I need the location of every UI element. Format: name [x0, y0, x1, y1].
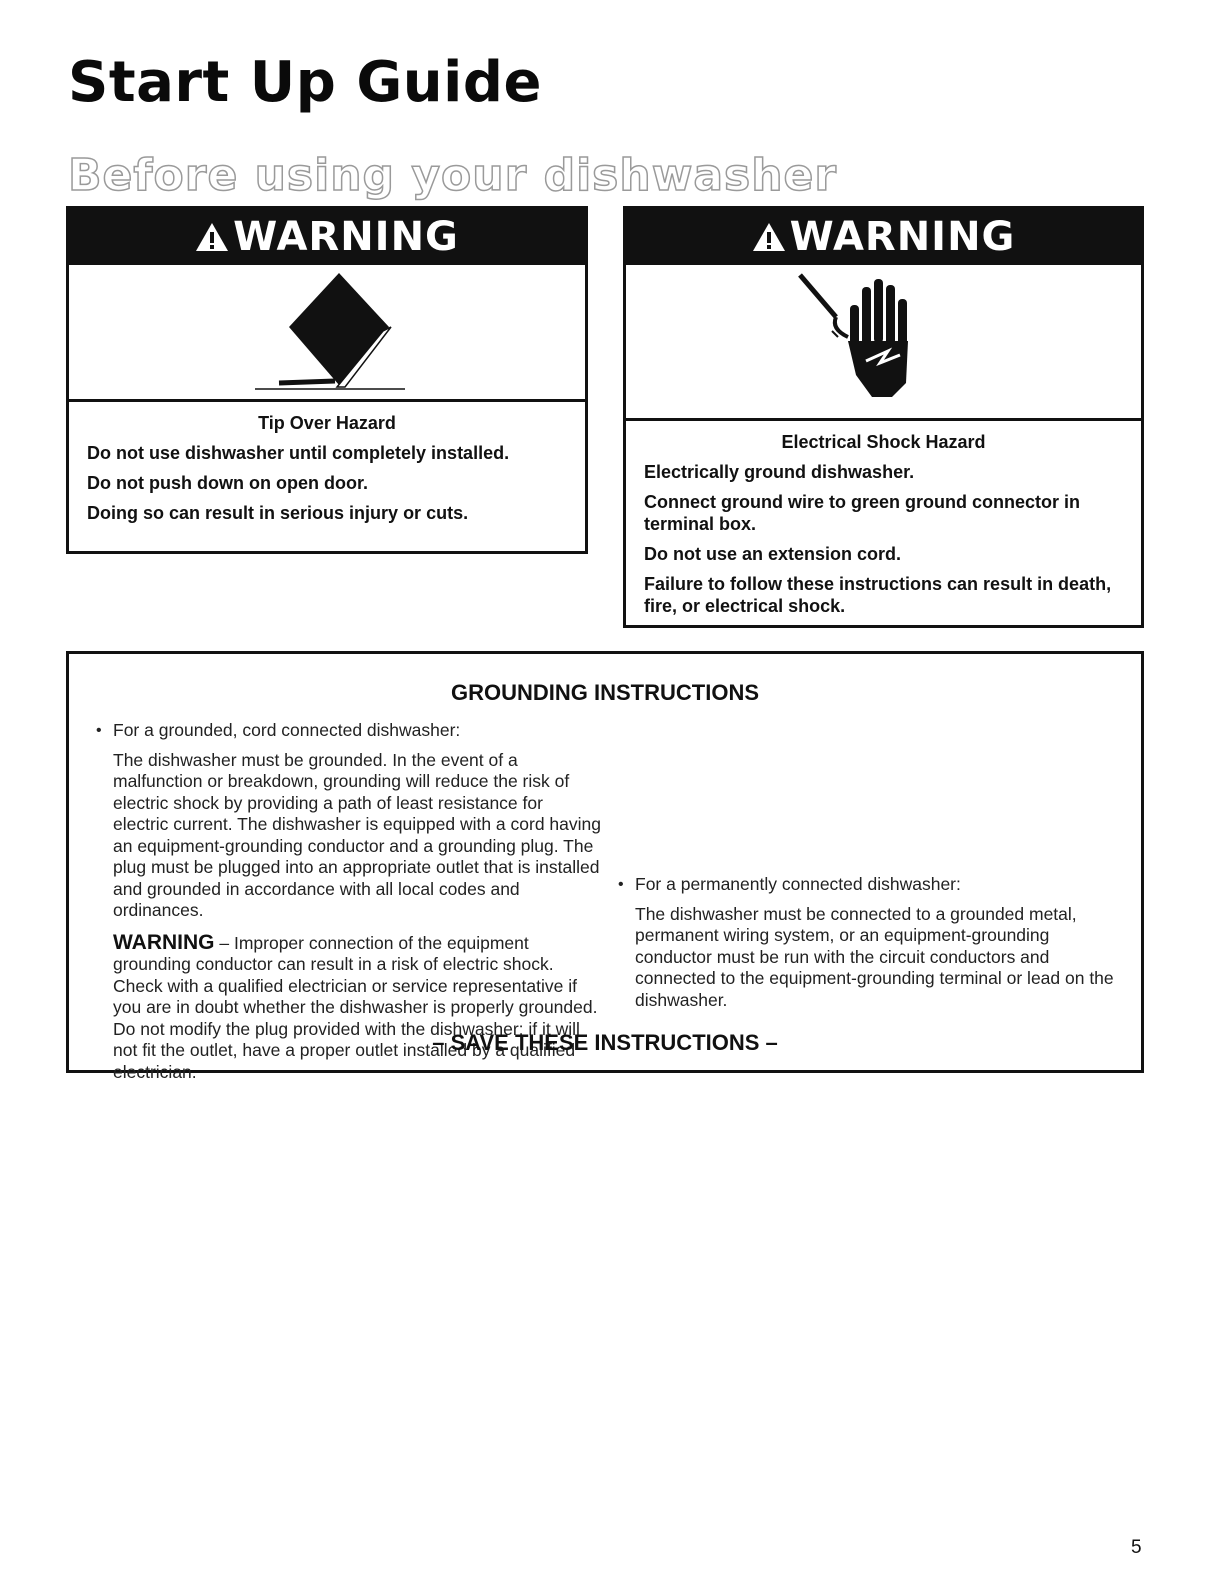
warning-triangle-icon: [752, 222, 786, 252]
save-instructions: – SAVE THESE INSTRUCTIONS –: [432, 1030, 778, 1055]
electrical-shock-warning-box: [623, 206, 1144, 628]
bullet-title: For a grounded, cord connected dishwasher:: [113, 720, 461, 740]
warning-line: Doing so can result in serious injury or cuts.: [87, 503, 469, 523]
grounding-instructions-box: [66, 651, 1144, 1082]
section-title: Before using your dishwasher: [68, 150, 838, 201]
bullet-dot: •: [96, 722, 102, 739]
warning-header: [69, 209, 585, 265]
hazard-title: Tip Over Hazard: [258, 413, 396, 433]
bullet-item: [93, 720, 603, 742]
tip-over-warning-box: [66, 206, 588, 554]
page-title: Start Up Guide: [68, 50, 542, 115]
electrical-shock-icon: [626, 265, 1141, 418]
tip-over-text: [69, 402, 585, 534]
bullet-dot: •: [618, 876, 624, 893]
bullet-body: The dishwasher must be connected to a grounded metal, permanent wiring system, or an equipment-grounding conductor must be run with the circuit conductors and connected to the equipment-grounding terminal or lead on the dishwasher.: [635, 903, 1114, 1010]
bullet-title: For a permanently connected dishwasher:: [635, 874, 961, 894]
page-number: 5: [1131, 1537, 1142, 1558]
warning-header-label: WARNING: [789, 214, 1016, 260]
warning-line: Connect ground wire to green ground connector in terminal box.: [644, 492, 1080, 534]
hazard-title: Electrical Shock Hazard: [781, 432, 986, 452]
inline-warning-text: – Improper connection of the equipment grounding conductor can result in a risk of electric shock. Check with a qualified electrician or service representative if you are in doubt whether the dishwasher is properly grounded. Do not modify the plug provided with the dishwasher; if it will not fit the outlet, have a proper outlet installed by a qualified electrician.: [113, 932, 598, 1082]
warning-triangle-icon: [195, 222, 229, 252]
warning-line: Do not push down on open door.: [87, 473, 368, 493]
grounding-right-column-content: [615, 874, 1125, 1019]
tip-over-icon: [69, 265, 585, 399]
warning-header-label: WARNING: [233, 214, 459, 260]
electrical-shock-picture: [626, 265, 1141, 421]
grounding-title: GROUNDING INSTRUCTIONS: [451, 680, 759, 705]
warning-header: [626, 209, 1141, 265]
bullet-body: The dishwasher must be grounded. In the event of a malfunction or breakdown, grounding will reduce the risk of electric shock by providing a path of least resistance for electric current. The dishwasher is equipped with a cord having an equipment-grounding conductor and a grounding plug. The plug must be plugged into an appropriate outlet that is installed and grounded in accordance with all local codes and ordinances.: [113, 749, 601, 920]
warning-line: Electrically ground dishwasher.: [644, 462, 915, 482]
tip-over-picture: [69, 265, 585, 402]
electrical-shock-text: [626, 421, 1141, 627]
warning-line: Do not use an extension cord.: [644, 544, 902, 564]
warning-line: Do not use dishwasher until completely installed.: [87, 443, 510, 463]
warning-line: Failure to follow these instructions can result in death, fire, or electrical shock.: [644, 574, 1112, 616]
inline-warning-label: WARNING: [113, 930, 215, 954]
warning-paragraph: [93, 932, 603, 1084]
bullet-item: [615, 874, 1125, 896]
